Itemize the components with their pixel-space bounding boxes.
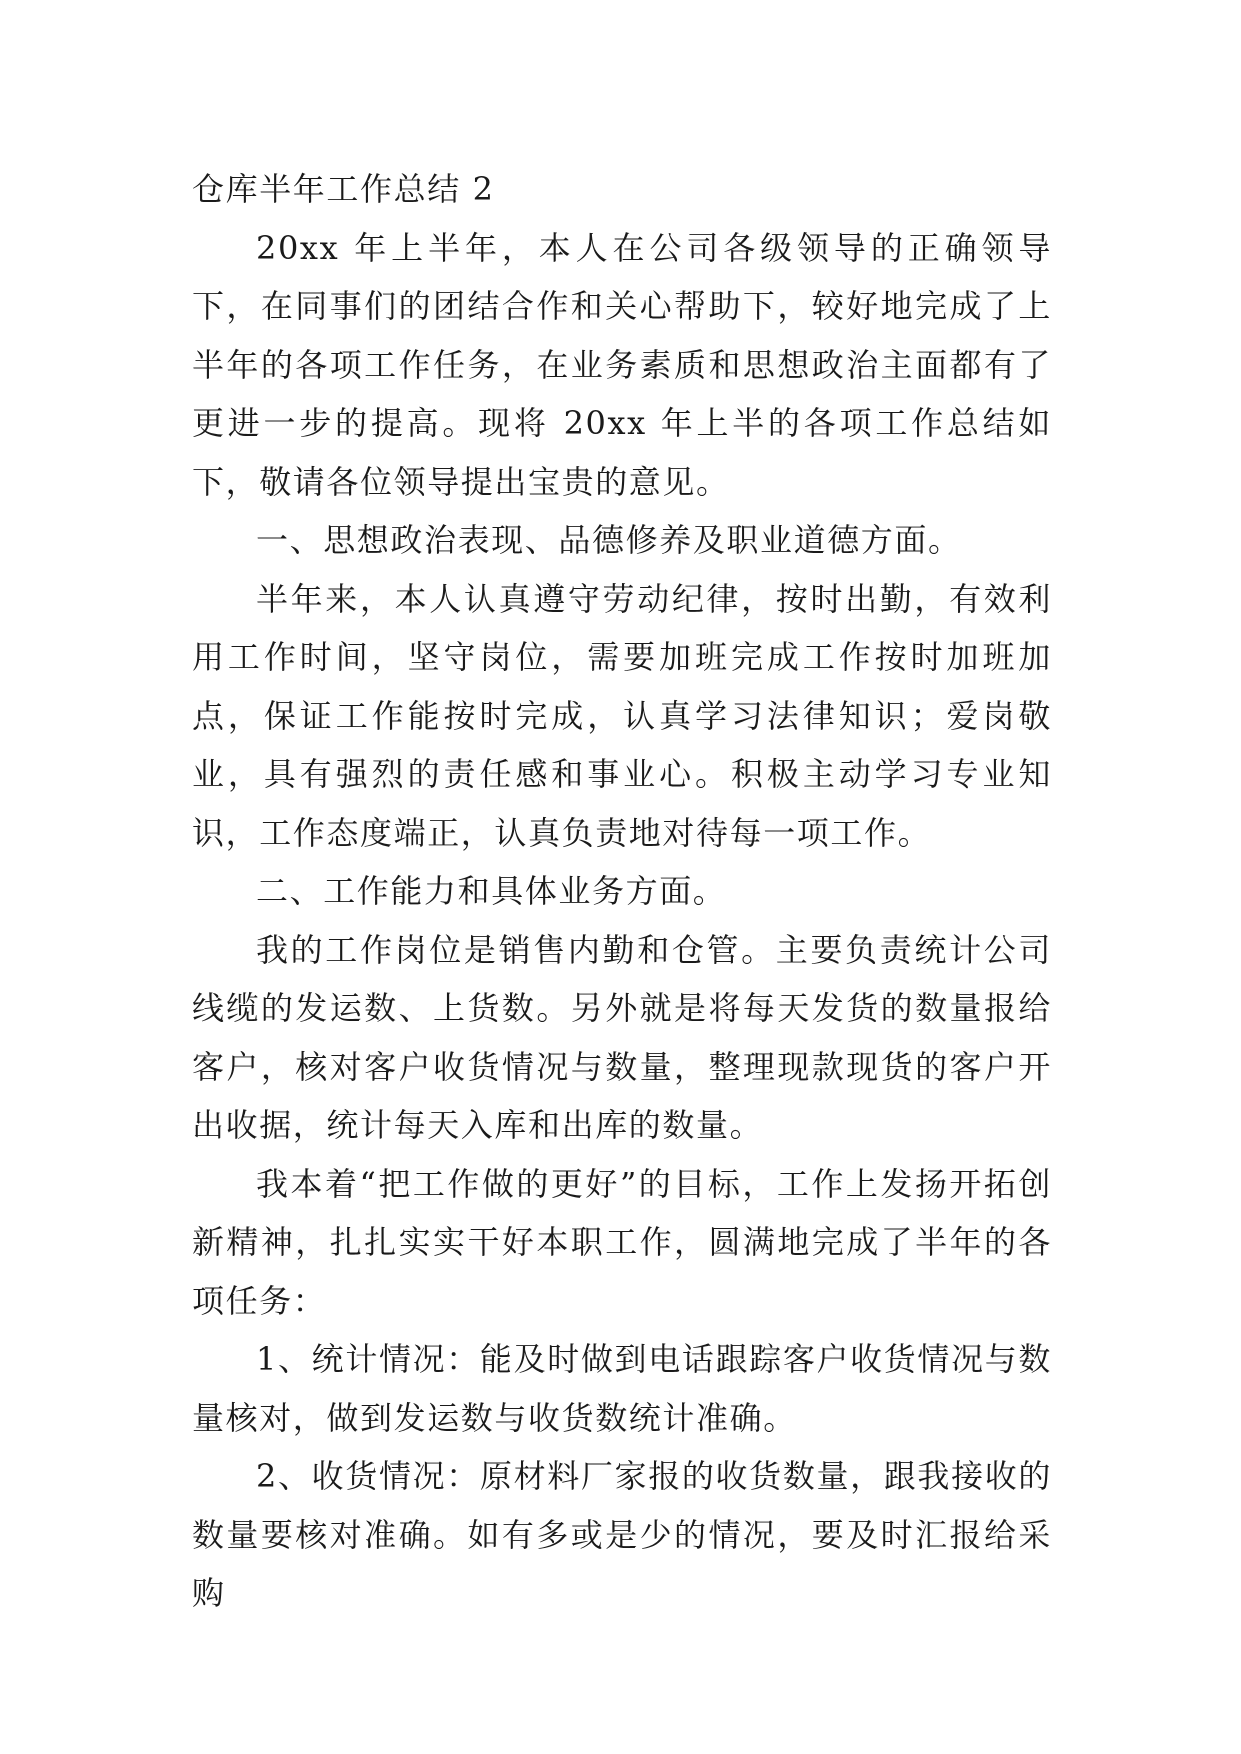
paragraph-goal: 我本着“把工作做的更好”的目标，工作上发扬开拓创新精神，扎扎实实干好本职工作，圆满地完成了半年的各项任务： [192,1164,1052,1320]
document-title: 仓库半年工作总结 2 [192,170,495,208]
paragraph-section-1: 半年来，本人认真遵守劳动纪律，按时出勤，有效利用工作时间，坚守岗位，需要加班完成工作按时加班加点，保证工作能按时完成，认真学习法律知识；爱岗敬业，具有强烈的责任感和事业心。积极主动学习专业知识，工作态度端正，认真负责地对待每一项工作。 [192,579,1052,852]
section-heading-2: 二、工作能力和具体业务方面。 [256,872,727,910]
list-item-receiving: 2、收货情况：原材料厂家报的收货数量，跟我接收的数量要核对准确。如有多或是少的情况，要及时汇报给采购 [192,1457,1052,1612]
document-body [192,160,1052,1623]
paragraph-intro: 20xx 年上半年，本人在公司各级领导的正确领导下，在同事们的团结合作和关心帮助下，较好地完成了上半年的各项工作任务，在业务素质和思想政治主面都有了更进一步的提高。现将 20xx 年上半的各项工作总结如下，敬请各位领导提出宝贵的意见。 [192,228,1052,501]
list-item-statistics: 1、统计情况：能及时做到电话跟踪客户收货情况与数量核对，做到发运数与收货数统计准确。 [192,1340,1052,1437]
section-heading-1: 一、思想政治表现、品德修养及职业道德方面。 [256,521,962,559]
paragraph-job-duties: 我的工作岗位是销售内勤和仓管。主要负责统计公司线缆的发运数、上货数。另外就是将每天发货的数量报给客户，核对客户收货情况与数量，整理现款现货的客户开出收据，统计每天入库和出库的数量。 [192,930,1052,1144]
